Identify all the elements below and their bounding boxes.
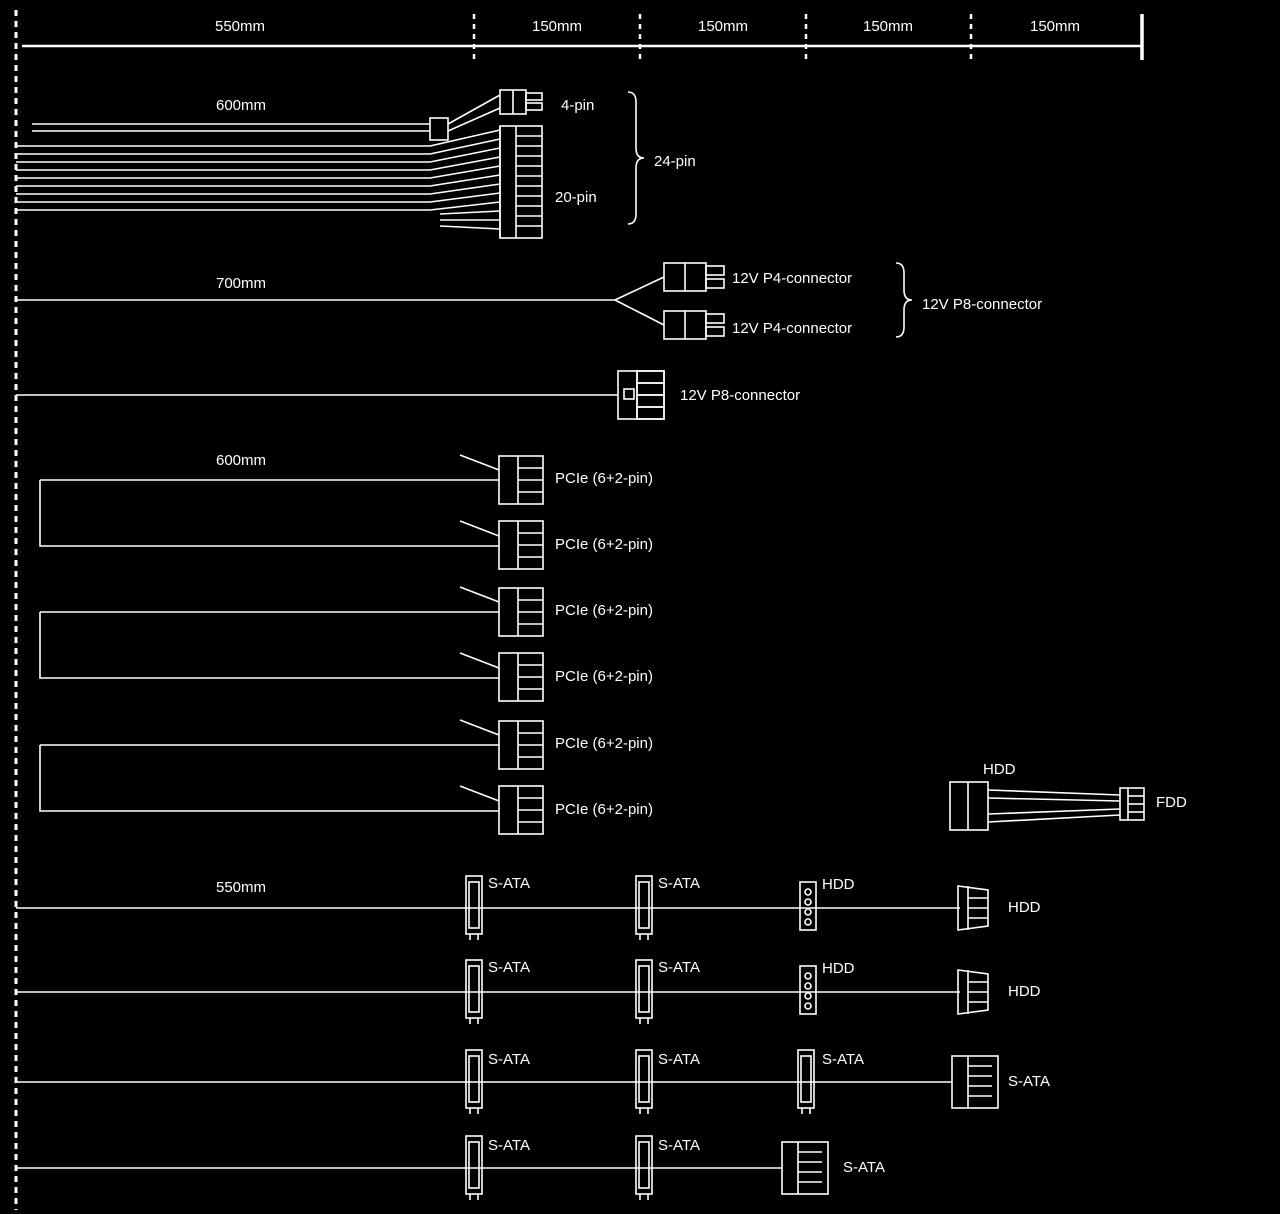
pcie-label-3: PCIe (6+2-pin): [555, 602, 653, 619]
atx-20pin-label: 20-pin: [555, 189, 597, 206]
row3-sata-label-3: S-ATA: [822, 1051, 864, 1068]
row2-hdd-label-2: HDD: [1008, 983, 1041, 1000]
p4-connector-label-1: 12V P4-connector: [732, 270, 853, 287]
atx-24pin-label: 24-pin: [654, 153, 696, 170]
p8-connector-label: 12V P8-connector: [680, 387, 801, 404]
pcie-label-2: PCIe (6+2-pin): [555, 536, 653, 553]
pcie-label-6: PCIe (6+2-pin): [555, 801, 653, 818]
row4-sata-label-3: S-ATA: [843, 1159, 885, 1176]
hdd-top-label: HDD: [983, 761, 1016, 778]
row2-hdd-label-1: HDD: [822, 960, 855, 977]
row4-sata-label-1: S-ATA: [488, 1137, 530, 1154]
row4-sata-label-2: S-ATA: [658, 1137, 700, 1154]
pcie-label-4: PCIe (6+2-pin): [555, 668, 653, 685]
atx-length-label: 600mm: [215, 97, 267, 114]
row1-sata-label-2: S-ATA: [658, 875, 700, 892]
scale-label-1: 550mm: [214, 18, 266, 35]
fdd-label: FDD: [1156, 794, 1187, 811]
row2-sata-label-2: S-ATA: [658, 959, 700, 976]
cpu-length-label: 700mm: [215, 275, 267, 292]
pcie-length-label: 600mm: [215, 452, 267, 469]
pcie-label-1: PCIe (6+2-pin): [555, 470, 653, 487]
row3-sata-label-1: S-ATA: [488, 1051, 530, 1068]
atx-4pin-label: 4-pin: [561, 97, 595, 114]
scale-label-2: 150mm: [531, 18, 583, 35]
scale-label-3: 150mm: [697, 18, 749, 35]
row1-hdd-label-2: HDD: [1008, 899, 1041, 916]
row2-sata-label-1: S-ATA: [488, 959, 530, 976]
p8-brace-label: 12V P8-connector: [922, 296, 1043, 313]
row1-sata-label-1: S-ATA: [488, 875, 530, 892]
pcie-label-5: PCIe (6+2-pin): [555, 735, 653, 752]
scale-label-5: 150mm: [1029, 18, 1081, 35]
row1-hdd-label-1: HDD: [822, 876, 855, 893]
row3-sata-label-2: S-ATA: [658, 1051, 700, 1068]
peripheral-length-label: 550mm: [215, 879, 267, 896]
row3-sata-label-4: S-ATA: [1008, 1073, 1050, 1090]
p4-connector-label-2: 12V P4-connector: [732, 320, 853, 337]
scale-label-4: 150mm: [862, 18, 914, 35]
